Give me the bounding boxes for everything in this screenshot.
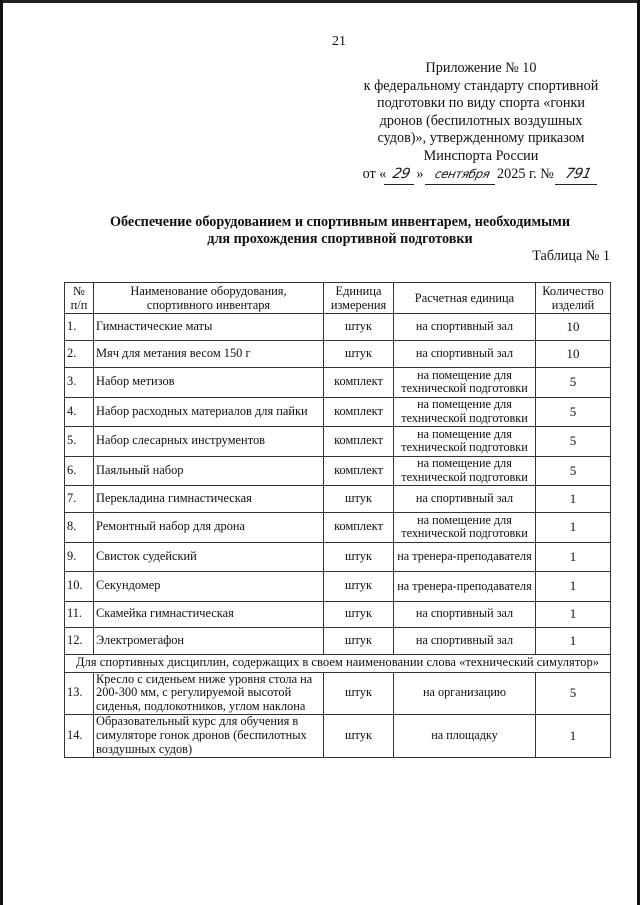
cell-qty: 1 (536, 601, 611, 627)
cell-unit: комплект (324, 513, 394, 543)
header-num: № п/п (65, 283, 94, 314)
table-header-row (65, 283, 611, 314)
cell-num: 8. (65, 513, 94, 543)
cell-calc: на тренера-преподавателя (394, 542, 536, 572)
cell-calc: на помещение для технической подготовки (394, 368, 536, 398)
equipment-table (64, 282, 611, 758)
cell-qty: 5 (536, 456, 611, 486)
table-row (65, 714, 611, 757)
cell-num: 2. (65, 341, 94, 368)
cell-calc: на помещение для технической подготовки (394, 513, 536, 543)
page-number: 21 (332, 34, 346, 49)
cell-calc: на спортивный зал (394, 627, 536, 654)
cell-qty: 1 (536, 627, 611, 654)
cell-unit: штук (324, 486, 394, 513)
handwritten-order-number: 791 (555, 166, 601, 185)
order-date-line (350, 166, 612, 185)
title-line: для прохождения спортивной подготовки (207, 230, 473, 247)
cell-name: Секундомер (94, 572, 324, 602)
cell-name: Электромегафон (94, 627, 324, 654)
header-qty: Количество изделий (536, 283, 611, 314)
cell-name: Набор метизов (94, 368, 324, 398)
appendix-line: судов)», утвержденному приказом (377, 130, 585, 147)
table-row (65, 627, 611, 654)
cell-name: Скамейка гимнастическая (94, 601, 324, 627)
cell-calc: на спортивный зал (394, 341, 536, 368)
cell-calc: на площадку (394, 714, 536, 757)
appendix-header (350, 60, 612, 184)
cell-name: Набор расходных материалов для пайки (94, 397, 324, 427)
cell-calc: на спортивный зал (394, 486, 536, 513)
handwritten-day: 29 (384, 166, 418, 185)
cell-unit: комплект (324, 456, 394, 486)
cell-name: Кресло с сиденьем ниже уровня стола на 200-300 мм, с регулируемой высотой сиденья, подлокотников, углом наклона (94, 672, 324, 714)
cell-calc: на спортивный зал (394, 601, 536, 627)
table-row (65, 397, 611, 427)
cell-num: 3. (65, 368, 94, 398)
cell-qty: 5 (536, 397, 611, 427)
order-year: 2025 г. № (497, 165, 554, 182)
appendix-line: Приложение № 10 (425, 60, 537, 76)
table-row (65, 314, 611, 341)
cell-name: Перекладина гимнастическая (94, 486, 324, 513)
cell-num: 11. (65, 601, 94, 627)
cell-calc: на спортивный зал (394, 314, 536, 341)
cell-num: 14. (65, 714, 94, 757)
header-name: Наименование оборудования, спортивного инвентаря (94, 283, 324, 314)
table-row (65, 456, 611, 486)
cell-qty: 5 (536, 427, 611, 457)
cell-calc: на помещение для технической подготовки (394, 397, 536, 427)
handwritten-month: сентября (425, 166, 499, 185)
cell-calc: на организацию (394, 672, 536, 714)
appendix-line: дронов (беспилотных воздушных (379, 112, 583, 129)
cell-num: 1. (65, 314, 94, 341)
cell-qty: 1 (536, 513, 611, 543)
cell-qty: 1 (536, 572, 611, 602)
cell-unit: комплект (324, 397, 394, 427)
cell-num: 9. (65, 542, 94, 572)
table-row (65, 542, 611, 572)
cell-qty: 10 (536, 314, 611, 341)
cell-unit: штук (324, 601, 394, 627)
cell-qty: 1 (536, 542, 611, 572)
table-row (65, 513, 611, 543)
cell-name: Ремонтный набор для дрона (94, 513, 324, 543)
cell-unit: штук (324, 714, 394, 757)
cell-calc: на помещение для технической подготовки (394, 456, 536, 486)
appendix-line: Минспорта России (423, 147, 539, 164)
cell-num: 10. (65, 572, 94, 602)
table-row (65, 672, 611, 714)
header-unit: Единица измерения (324, 283, 394, 314)
cell-name: Паяльный набор (94, 456, 324, 486)
cell-num: 5. (65, 427, 94, 457)
cell-unit: штук (324, 627, 394, 654)
cell-name: Образовательный курс для обучения в симуляторе гонок дронов (беспилотных воздушных судов) (94, 714, 324, 757)
cell-unit: комплект (324, 427, 394, 457)
cell-qty: 5 (536, 368, 611, 398)
cell-name: Гимнастические маты (94, 314, 324, 341)
appendix-line: подготовки по виду спорта «гонки (377, 95, 585, 112)
section-title: Для спортивных дисциплин, содержащих в своем наименовании слова «технический симулятор» (65, 654, 611, 672)
header-calc: Расчетная единица (394, 283, 536, 314)
table-row (65, 427, 611, 457)
table-row (65, 601, 611, 627)
cell-num: 7. (65, 486, 94, 513)
cell-name: Свисток судейский (94, 542, 324, 572)
table-row (65, 341, 611, 368)
appendix-line: к федеральному стандарту спортивной (363, 77, 599, 94)
table-row (65, 368, 611, 398)
table-row (65, 572, 611, 602)
order-prefix: от « (362, 165, 387, 182)
cell-unit: штук (324, 572, 394, 602)
order-mid: » (416, 165, 424, 182)
cell-qty: 1 (536, 714, 611, 757)
cell-name: Мяч для метания весом 150 г (94, 341, 324, 368)
cell-unit: штук (324, 672, 394, 714)
cell-unit: штук (324, 341, 394, 368)
section-header-row (65, 654, 611, 672)
cell-unit: штук (324, 314, 394, 341)
cell-qty: 1 (536, 486, 611, 513)
cell-qty: 5 (536, 672, 611, 714)
title-line: Обеспечение оборудованием и спортивным инвентарем, необходимыми (109, 214, 571, 230)
document-title (70, 214, 610, 247)
scan-edge-top (0, 0, 640, 3)
cell-unit: штук (324, 542, 394, 572)
cell-num: 4. (65, 397, 94, 427)
cell-num: 13. (65, 672, 94, 714)
cell-unit: комплект (324, 368, 394, 398)
table-row (65, 486, 611, 513)
table-label: Таблица № 1 (532, 248, 610, 264)
cell-calc: на тренера-преподавателя (394, 572, 536, 602)
cell-qty: 10 (536, 341, 611, 368)
cell-num: 12. (65, 627, 94, 654)
cell-calc: на помещение для технической подготовки (394, 427, 536, 457)
scan-edge-left (0, 0, 3, 905)
cell-name: Набор слесарных инструментов (94, 427, 324, 457)
cell-num: 6. (65, 456, 94, 486)
